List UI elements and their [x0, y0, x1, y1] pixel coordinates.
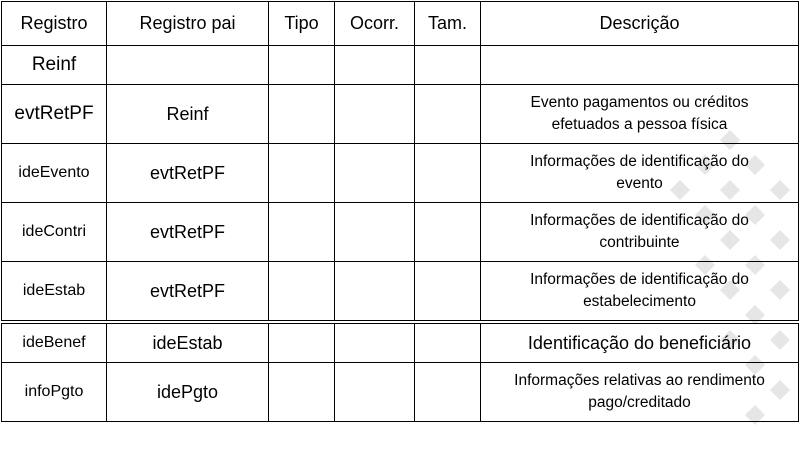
- cell-ocorr: [335, 46, 415, 85]
- table-row: [2, 322, 799, 363]
- descricao-line-1: Evento pagamentos ou créditos: [530, 94, 749, 111]
- cell-ocorr: [335, 262, 415, 323]
- cell-descricao: [481, 203, 799, 262]
- cell-descricao: [481, 144, 799, 203]
- cell-tam: [415, 262, 481, 323]
- descricao-line-1: Informações de identificação do: [530, 271, 749, 288]
- cell-tipo: [269, 144, 335, 203]
- cell-ocorr: [335, 363, 415, 422]
- cell-tipo: [269, 262, 335, 323]
- cell-registro: ideEstab: [2, 262, 107, 323]
- descricao-line-1: Informações relativas ao rendimento: [514, 372, 765, 389]
- descricao-line-2: estabelecimento: [583, 293, 696, 310]
- descricao-line-1: Informações de identificação do: [530, 153, 749, 170]
- cell-registro: ideBenef: [2, 322, 107, 363]
- descricao-line-2: contribuinte: [599, 234, 680, 251]
- table-header-row: [2, 2, 799, 46]
- cell-descricao: [481, 322, 799, 363]
- cell-registro-pai: evtRetPF: [107, 203, 269, 262]
- table-row: [2, 262, 799, 323]
- cell-tam: [415, 363, 481, 422]
- cell-ocorr: [335, 85, 415, 144]
- cell-tam: [415, 322, 481, 363]
- descricao-line-2: efetuados a pessoa física: [551, 116, 728, 133]
- cell-registro-pai: evtRetPF: [107, 144, 269, 203]
- cell-tipo: [269, 322, 335, 363]
- cell-registro-pai: idePgto: [107, 363, 269, 422]
- cell-ocorr: [335, 144, 415, 203]
- register-table: [1, 1, 799, 422]
- cell-registro: ideEvento: [2, 144, 107, 203]
- header-registro: Registro: [2, 2, 107, 46]
- header-tam: Tam.: [415, 2, 481, 46]
- table-row: [2, 144, 799, 203]
- header-tipo: Tipo: [269, 2, 335, 46]
- table-row: [2, 203, 799, 262]
- descricao-line-1: Identificação do beneficiário: [527, 333, 752, 353]
- cell-descricao: [481, 46, 799, 85]
- table-row: [2, 46, 799, 85]
- cell-descricao: [481, 262, 799, 323]
- cell-descricao: [481, 363, 799, 422]
- cell-tam: [415, 203, 481, 262]
- cell-registro: Reinf: [2, 46, 107, 85]
- cell-ocorr: [335, 203, 415, 262]
- cell-tipo: [269, 85, 335, 144]
- cell-registro-pai: ideEstab: [107, 322, 269, 363]
- header-descricao: Descrição: [481, 2, 799, 46]
- cell-tam: [415, 46, 481, 85]
- cell-registro-pai: evtRetPF: [107, 262, 269, 323]
- cell-descricao: [481, 85, 799, 144]
- cell-tipo: [269, 203, 335, 262]
- cell-registro: ideContri: [2, 203, 107, 262]
- descricao-line-2: pago/creditado: [588, 394, 691, 411]
- cell-registro: infoPgto: [2, 363, 107, 422]
- cell-tipo: [269, 46, 335, 85]
- cell-tam: [415, 85, 481, 144]
- header-ocorr: Ocorr.: [335, 2, 415, 46]
- cell-registro: evtRetPF: [2, 85, 107, 144]
- cell-tam: [415, 144, 481, 203]
- table-row: [2, 363, 799, 422]
- cell-tipo: [269, 363, 335, 422]
- cell-ocorr: [335, 322, 415, 363]
- cell-registro-pai: Reinf: [107, 85, 269, 144]
- table-row: [2, 85, 799, 144]
- descricao-line-1: Informações de identificação do: [530, 212, 749, 229]
- cell-registro-pai: [107, 46, 269, 85]
- header-registro-pai: Registro pai: [107, 2, 269, 46]
- descricao-line-2: evento: [616, 175, 663, 192]
